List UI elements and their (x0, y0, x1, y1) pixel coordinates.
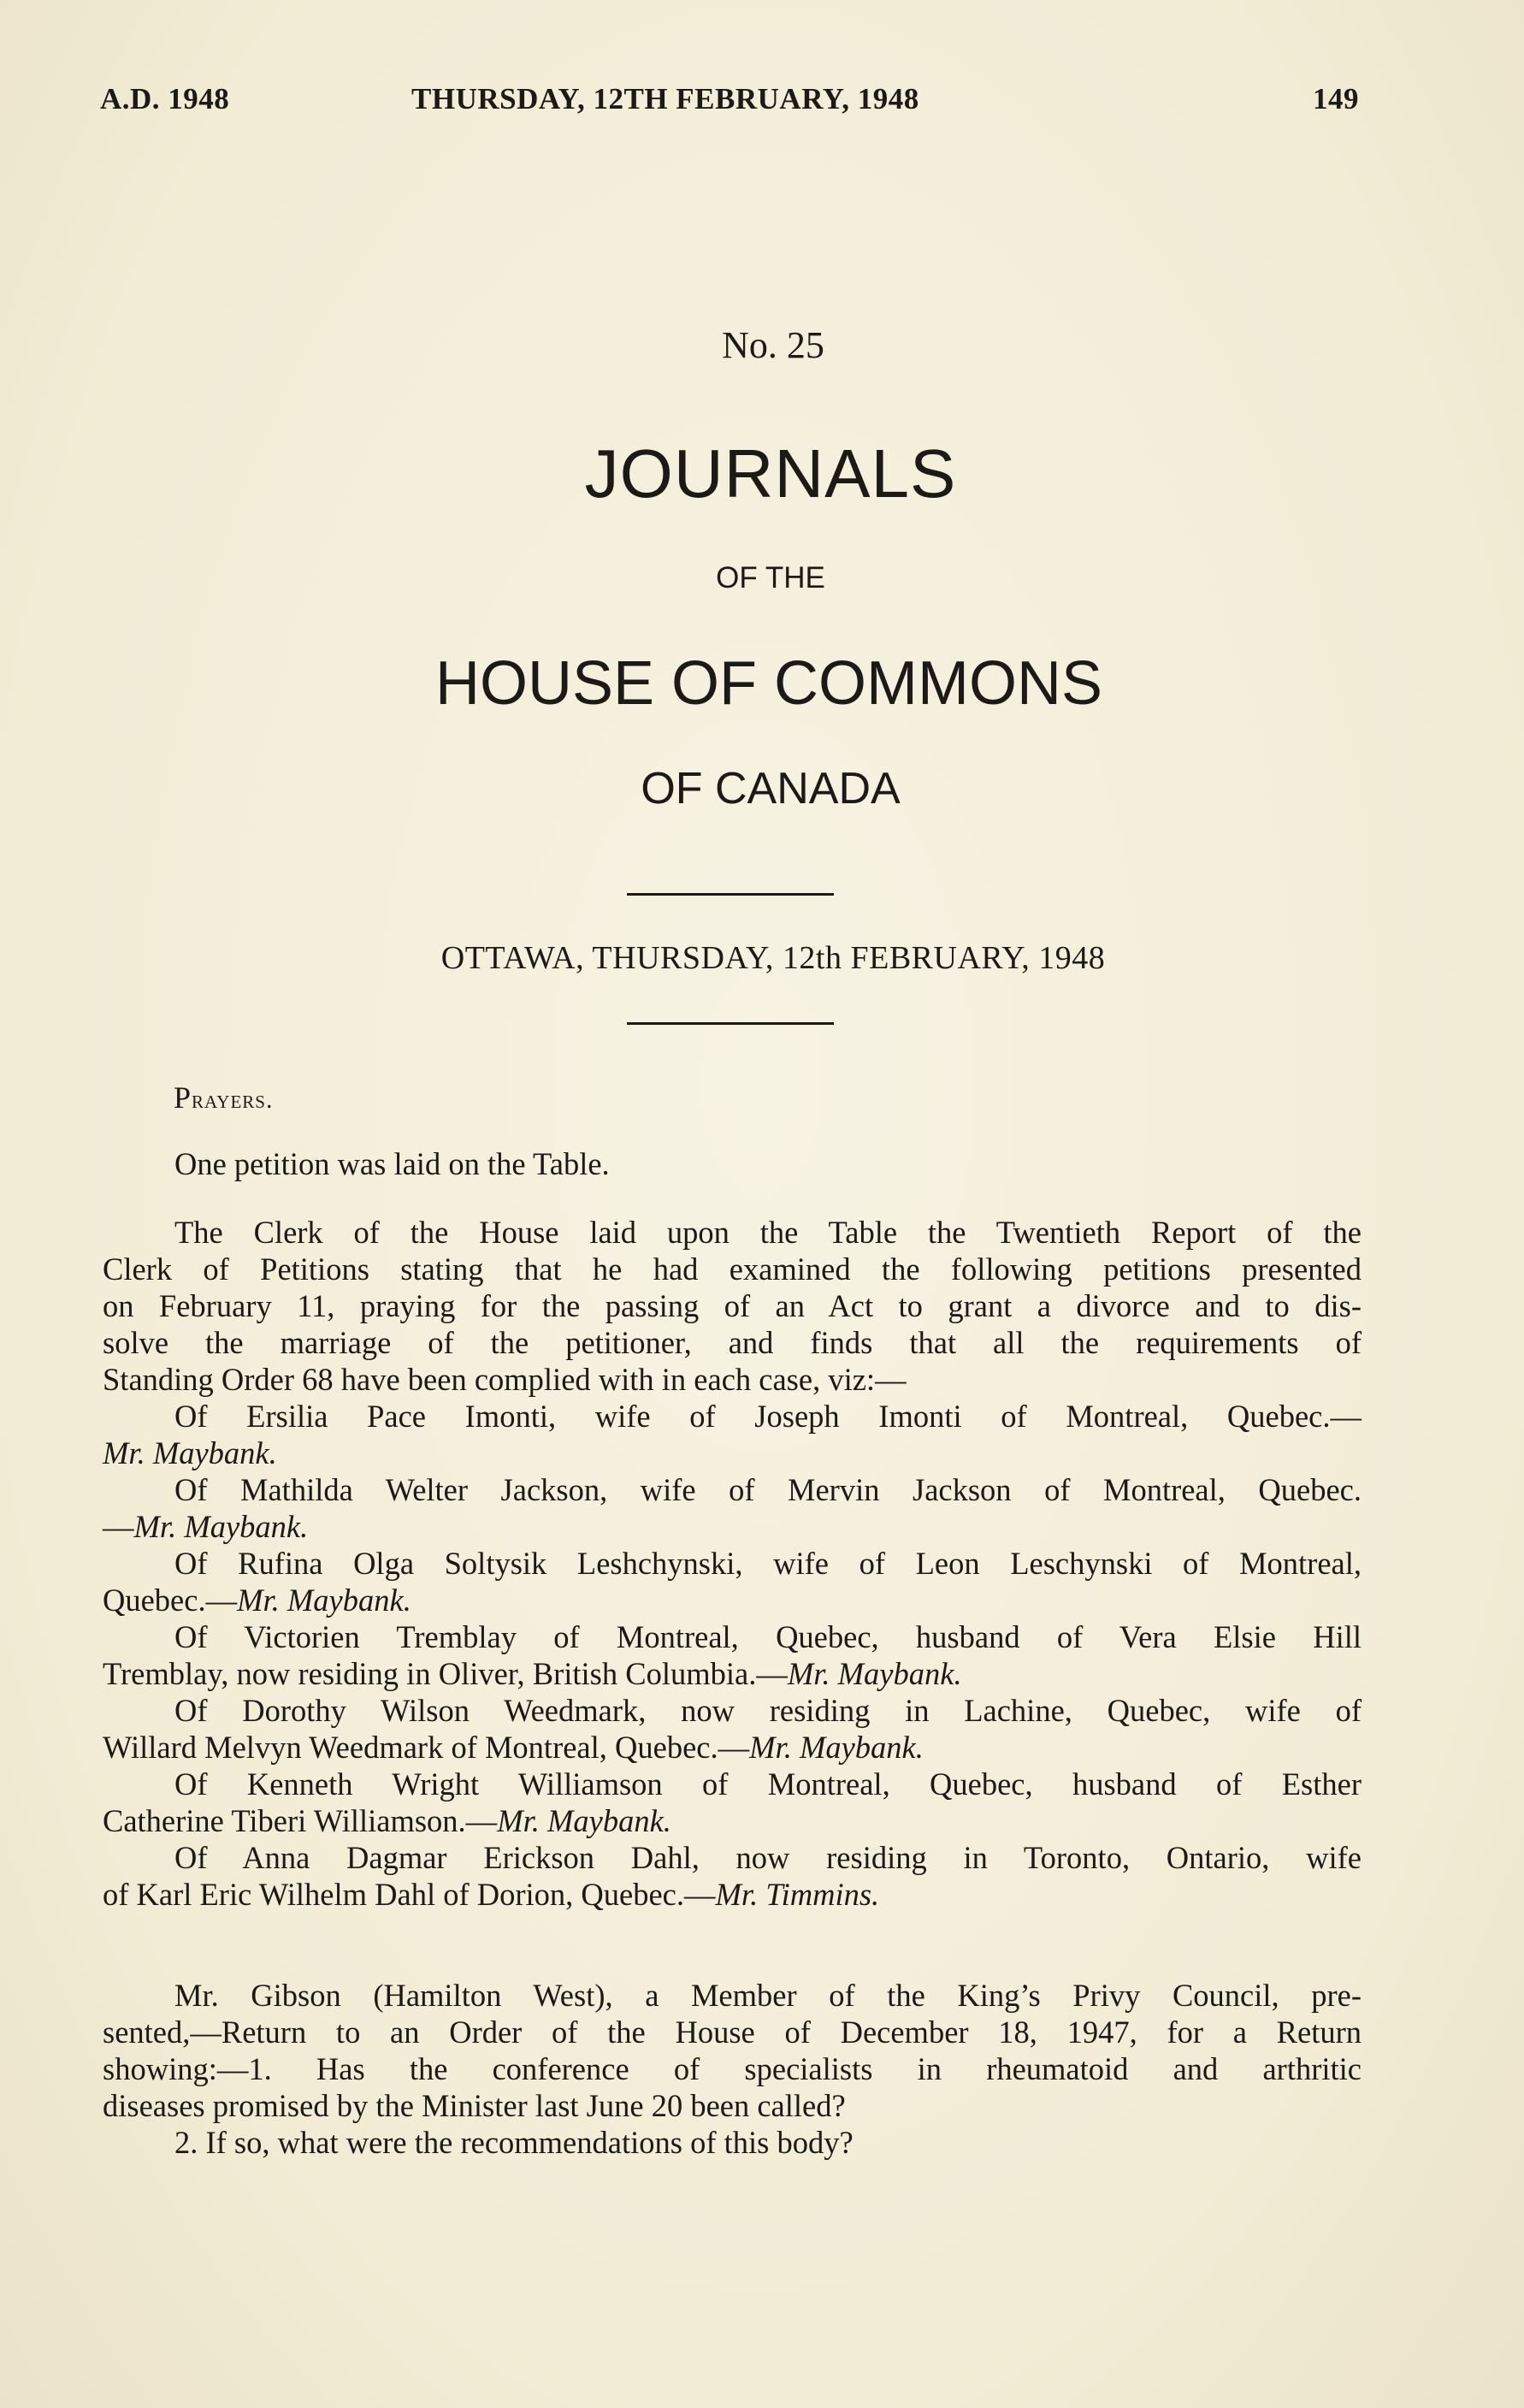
of-canada-title: OF CANADA (641, 764, 901, 814)
sitting-dateline: OTTAWA, THURSDAY, 12th FEBRUARY, 1948 (440, 940, 1106, 976)
prayers-heading: Prayers. (174, 1080, 274, 1115)
journal-body (103, 1080, 1362, 2161)
member-name: Mr. Maybank. (787, 1656, 962, 1691)
member-name: Mr. Maybank. (133, 1509, 309, 1544)
petition-item: Of Ersilia Pace Imonti, wife of Joseph Imonti of Montreal, Quebec.— Mr. Maybank. (103, 1399, 1362, 1470)
petition-item: Of Mathilda Welter Jackson, wife of Mervin Jackson of Montreal, Quebec. —Mr. Maybank. (103, 1472, 1362, 1544)
petition-item: Of Rufina Olga Soltysik Leshchynski, wife of Leon Leschynski of Montreal, Quebec.—Mr. Maybank. (103, 1546, 1362, 1618)
member-name: Mr. Maybank. (497, 1803, 671, 1838)
gibson-line: diseases promised by the Minister last June 20 been called? (103, 2088, 846, 2123)
gibson-line: sented,—Return to an Order of the House of December 18, 1947, for a Return (103, 2015, 1362, 2050)
report-line: solve the marriage of the petitioner, and finds that all the requirements of (103, 1325, 1362, 1360)
running-header (100, 82, 1359, 121)
journal-title: JOURNALS (584, 435, 957, 512)
petition-laid-line: One petition was laid on the Table. (174, 1146, 610, 1181)
report-line: Standing Order 68 have been complied with in each case, viz:— (103, 1362, 907, 1397)
divider-top (627, 893, 834, 896)
header-date: THURSDAY, 12TH FEBRUARY, 1948 (411, 82, 919, 115)
member-name: Mr. Maybank. (103, 1435, 277, 1470)
report-line: The Clerk of the House laid upon the Table the Twentieth Report of the (174, 1215, 1362, 1250)
header-year: A.D. 1948 (100, 82, 230, 115)
member-name: Mr. Timmins. (715, 1877, 880, 1912)
report-line: on February 11, praying for the passing of an Act to grant a divorce and to dis- (103, 1288, 1362, 1323)
member-name: Mr. Maybank. (749, 1730, 924, 1765)
gibson-return-paragraph (103, 1977, 1362, 2124)
member-name: Mr. Maybank. (237, 1583, 411, 1618)
gibson-line: Mr. Gibson (Hamilton West), a Member of the King’s Privy Council, pre- (174, 1978, 1362, 2013)
page-number: 149 (1313, 82, 1359, 115)
journal-number: No. 25 (722, 324, 824, 366)
divider-bottom (627, 1022, 834, 1025)
petition-item: Of Victorien Tremblay of Montreal, Quebec, husband of Vera Elsie Hill Tremblay, now residing in Oliver, British Columbia.—Mr. Maybank. (103, 1619, 1362, 1691)
clerk-report-paragraph (103, 1214, 1362, 1398)
report-line: Clerk of Petitions stating that he had examined the following petitions presented (103, 1251, 1362, 1287)
petition-item: Of Dorothy Wilson Weedmark, now residing in Lachine, Quebec, wife of Willard Melvyn Weedmark of Montreal, Quebec.—Mr. Maybank. (103, 1693, 1362, 1765)
title-of-the: OF THE (716, 561, 825, 595)
house-of-commons-title: HOUSE OF COMMONS (434, 649, 1102, 718)
gibson-line: showing:—1. Has the conference of specialists in rheumatoid and arthritic (103, 2051, 1362, 2086)
petition-item: Of Kenneth Wright Williamson of Montreal, Quebec, husband of Esther Catherine Tiberi Williamson.—Mr. Maybank. (103, 1766, 1362, 1838)
petition-item: Of Anna Dagmar Erickson Dahl, now residing in Toronto, Ontario, wife of Karl Eric Wilhelm Dahl of Dorion, Quebec.—Mr. Timmins. (103, 1840, 1362, 1912)
question-two: 2. If so, what were the recommendations of this body? (174, 2125, 854, 2160)
